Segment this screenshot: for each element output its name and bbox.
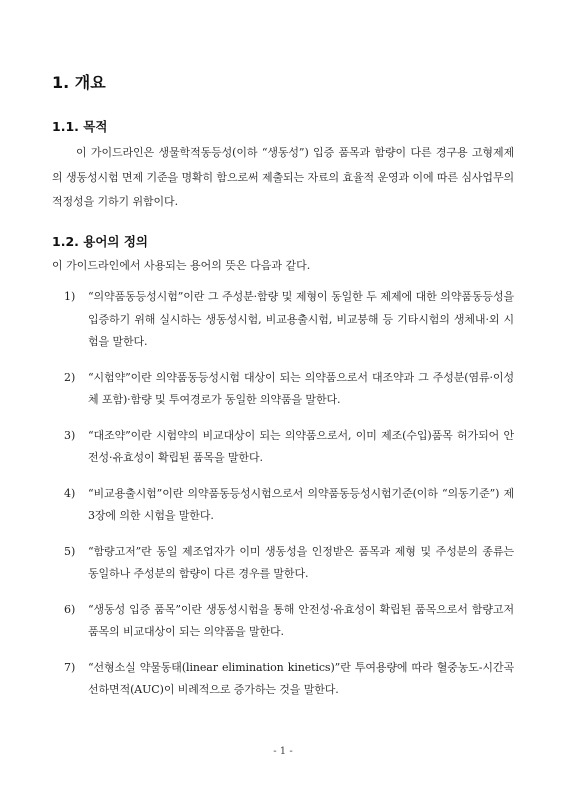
- list-item: [0, 483, 566, 528]
- definitions-heading: 1.2. 용어의 정의: [52, 234, 148, 249]
- item-number: 4): [64, 486, 76, 500]
- item-number: 5): [64, 544, 76, 558]
- list-item: [0, 599, 566, 644]
- purpose-heading: 1.1. 목적: [52, 119, 108, 134]
- item-text: “대조약”이란 시험약의 비교대상이 되는 의약품으로서, 이미 제조(수입)품목 허가되어 안전성·유효성이 확립된 품목을 말한다.: [88, 428, 514, 464]
- definitions-list: [0, 286, 566, 715]
- section-title: 1. 개요: [52, 73, 106, 92]
- item-number: 2): [64, 370, 76, 384]
- page-number: - 1 -: [273, 746, 293, 757]
- item-number: 1): [64, 290, 76, 303]
- item-text: “생동성 입증 품목”이란 생동성시험을 통해 안전성·유효성이 확립된 품목으로서 함량고저 품목의 비교대상이 되는 의약품을 말한다.: [88, 602, 514, 638]
- list-item: [0, 425, 566, 470]
- item-text: “함량고저”란 동일 제조업자가 이미 생동성을 인정받은 품목과 제형 및 주성분의 종류는 동일하나 주성분의 함량이 다른 경우를 말한다.: [88, 544, 514, 580]
- list-item: [0, 657, 566, 702]
- item-text: “선형소실 약물동태(linear elimination kinetics)”란 투여용량에 따라 혈중농도-시간곡선하면적(AUC)이 비례적으로 증가하는 것을 말한다.: [88, 660, 514, 696]
- purpose-paragraph: [52, 141, 514, 215]
- list-item: [0, 367, 566, 412]
- item-number: 7): [64, 660, 76, 674]
- item-number: 3): [64, 428, 76, 442]
- definitions-intro: 이 가이드라인에서 사용되는 용어의 뜻은 다음과 같다.: [52, 259, 311, 272]
- list-item: [0, 286, 566, 354]
- item-number: 6): [64, 602, 76, 616]
- item-text: “비교용출시험”이란 의약품동등성시험으로서 의약품동등성시험기준(이하 “의동기준”) 제3장에 의한 시험을 말한다.: [88, 486, 514, 522]
- purpose-text: 이 가이드라인은 생물학적동등성(이하 “생동성”) 입증 품목과 함량이 다른 경구용 고형제제의 생동성시험 면제 기준을 명확히 함으로써 제출되는 자료의 효율적 운영과 이에 따른 심사업무의 적정성을 기하기 위함이다.: [52, 146, 514, 208]
- item-text: “시험약”이란 의약품동등성시험 대상이 되는 의약품으로서 대조약과 그 주성분(염류·이성체 포함)·함량 및 투여경로가 동일한 의약품을 말한다.: [88, 370, 514, 406]
- item-text: “의약품동등성시험”이란 그 주성분·함량 및 제형이 동일한 두 제제에 대한 의약품동등성을 입증하기 위해 실시하는 생동성시험, 비교용출시험, 비교붕해 등 기타시험의 생체내·외 시험을 말한다.: [88, 290, 514, 348]
- list-item: [0, 541, 566, 586]
